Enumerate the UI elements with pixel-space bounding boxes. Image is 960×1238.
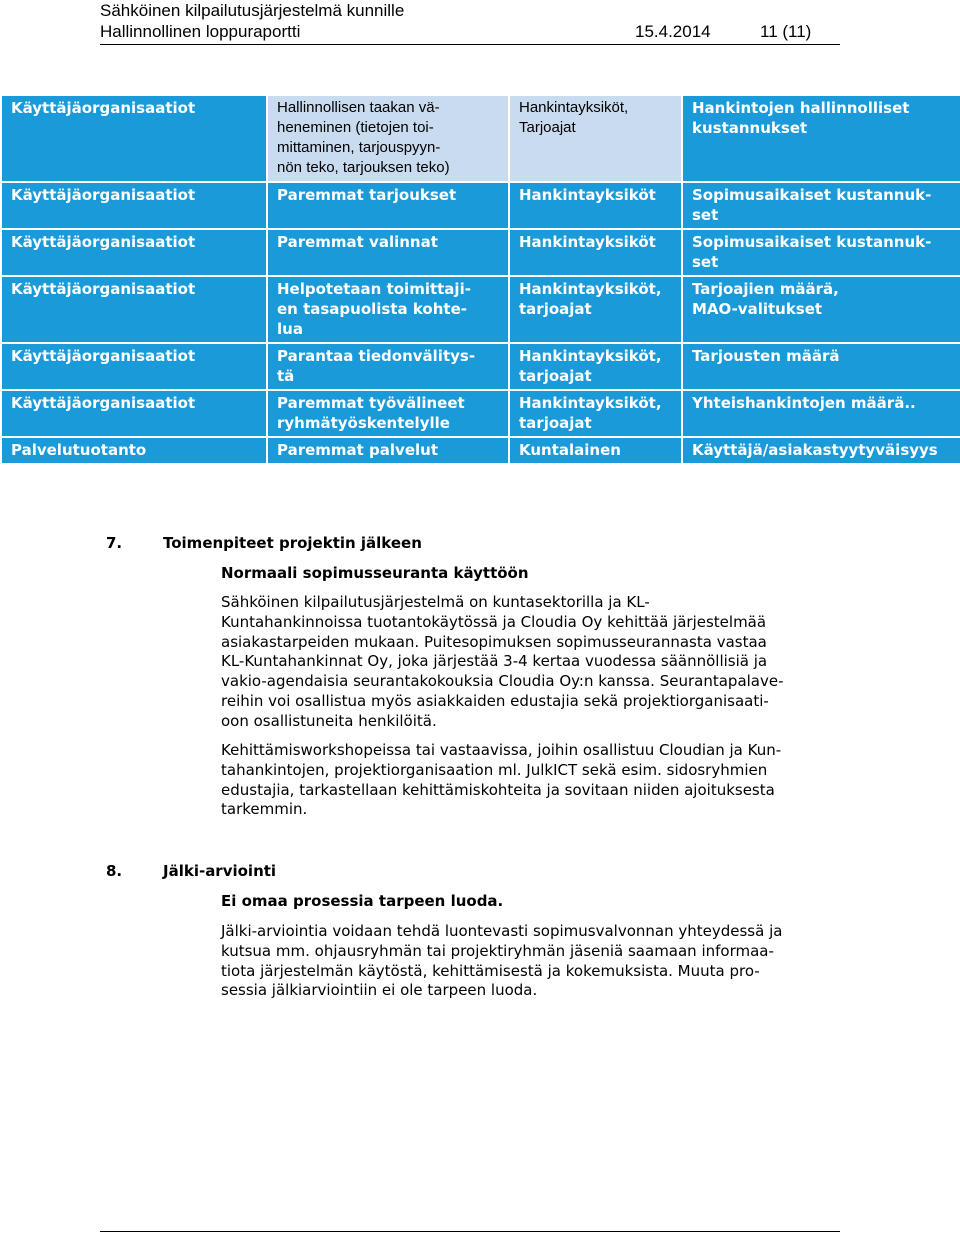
cell-line: Käyttäjä/asiakastyytyväisyys	[692, 441, 938, 459]
metric-cell	[682, 182, 960, 229]
beneficiary-cell	[509, 229, 682, 276]
metric-cell	[682, 437, 960, 464]
cell-line: Hallinnollisen taakan vä-	[277, 99, 440, 116]
organisation-cell: Käyttäjäorganisaatiot	[1, 95, 267, 182]
paragraph-line: KL-Kuntahankinnat Oy, joka järjestää 3-4 kertaa vuodessa säännöllisiä ja	[221, 652, 768, 671]
paragraph-line: Kehittämisworkshopeissa tai vastaavissa, joihin osallistuu Cloudian ja Kun-	[221, 741, 782, 759]
paragraph-line: tahankintojen, projektiorganisaation ml. JulkICT sekä esim. sidosryhmien	[221, 760, 768, 779]
organisation-cell: Käyttäjäorganisaatiot	[1, 343, 267, 390]
table-row	[1, 276, 960, 343]
cell-line: kustannukset	[692, 119, 808, 137]
cell-line: Paremmat tarjoukset	[277, 186, 457, 204]
cell-line: Hankintayksiköt	[519, 233, 656, 251]
cell-line: nön teko, tarjouksen teko)	[277, 159, 450, 176]
cell-line: tarjoajat	[519, 367, 592, 385]
header-page-number: 11 (11)	[760, 22, 812, 41]
benefit-cell	[267, 437, 509, 464]
beneficiary-cell	[509, 343, 682, 390]
cell-line: Tarjoajat	[519, 119, 576, 136]
paragraph-line: Kuntahankinnoissa tuotantokäytössä ja Cloudia Oy kehittää järjestelmää	[221, 612, 767, 631]
organisation-cell: Käyttäjäorganisaatiot	[1, 390, 267, 437]
metric-cell	[682, 343, 960, 390]
cell-line: Hankintayksiköt,	[519, 347, 662, 365]
paragraph-line: Jälki-arviointia voidaan tehdä luontevasti sopimusvalvonnan yhteydessä ja	[221, 922, 783, 940]
header-title: Sähköinen kilpailutusjärjestelmä kunnille	[100, 1, 405, 20]
paragraph-line: asiakastarpeiden mukaan. Puitesopimuksen sopimusseurannasta vastaa	[221, 632, 767, 651]
cell-line: ryhmätyöskentelylle	[277, 414, 450, 432]
cell-line: set	[692, 253, 719, 271]
metric-cell	[682, 390, 960, 437]
benefit-cell	[267, 182, 509, 229]
cell-line: Kuntalainen	[519, 441, 621, 459]
paragraph-line: tarkemmin.	[221, 800, 308, 819]
cell-line: Hankintayksiköt,	[519, 99, 629, 116]
paragraph-line: edustajia, tarkastellaan kehittämiskohteita ja sovitaan niiden ajoituksesta	[221, 780, 775, 799]
section-7-title: Toimenpiteet projektin jälkeen	[163, 534, 422, 552]
cell-line: lua	[277, 320, 303, 338]
paragraph-line: reihin voi osallistua myös asiakkaiden edustajia sekä projektiorganisaati-	[221, 691, 769, 710]
benefit-cell	[267, 95, 509, 182]
paragraph-line: Sähköinen kilpailutusjärjestelmä on kuntasektorilla ja KL-	[221, 593, 650, 611]
header-subtitle-row	[100, 21, 840, 42]
header-rule	[100, 44, 840, 45]
cell-line: tarjoajat	[519, 300, 592, 318]
metric-cell	[682, 95, 960, 182]
cell-line: Helpotetaan toimittaji-	[277, 280, 471, 298]
cell-line: set	[692, 206, 719, 224]
table-row	[1, 343, 960, 390]
section-8-title: Jälki-arviointi	[163, 862, 277, 880]
organisation-cell: Palvelutuotanto	[1, 437, 267, 464]
section-7-subtitle: Normaali sopimusseuranta käyttöön	[221, 564, 529, 582]
header-date: 15.4.2014	[635, 22, 711, 41]
benefit-cell	[267, 390, 509, 437]
beneficiary-cell	[509, 276, 682, 343]
cell-line: Paremmat työvälineet	[277, 394, 465, 412]
cell-line: heneminen (tietojen toi-	[277, 119, 434, 136]
organisation-cell: Käyttäjäorganisaatiot	[1, 182, 267, 229]
cell-line: mittaminen, tarjouspyyn-	[277, 139, 441, 156]
table-row	[1, 229, 960, 276]
cell-line: Paremmat valinnat	[277, 233, 438, 251]
organisation-cell: Käyttäjäorganisaatiot	[1, 229, 267, 276]
section-8-number: 8.	[106, 862, 123, 880]
cell-line: Paremmat palvelut	[277, 441, 439, 459]
cell-line: tä	[277, 367, 295, 385]
benefits-table-body	[1, 95, 960, 464]
table-row	[1, 182, 960, 229]
beneficiary-cell	[509, 390, 682, 437]
section-7-number: 7.	[106, 534, 123, 552]
cell-line: Hankintayksiköt	[519, 186, 656, 204]
cell-line: tarjoajat	[519, 414, 592, 432]
cell-line: Hankintayksiköt,	[519, 280, 662, 298]
cell-line: Sopimusaikaiset kustannuk-	[692, 233, 932, 251]
table-row	[1, 95, 960, 182]
section-7-paragraph-1	[221, 593, 846, 732]
cell-line: MAO-valitukset	[692, 300, 823, 318]
paragraph-line: oon osallistuneita henkilöitä.	[221, 711, 437, 730]
paragraph-line: sessia jälkiarviointiin ei ole tarpeen luoda.	[221, 981, 538, 1000]
table-row	[1, 390, 960, 437]
cell-line: Tarjousten määrä	[692, 347, 840, 365]
cell-line: Sopimusaikaiset kustannuk-	[692, 186, 932, 204]
section-8-subtitle: Ei omaa prosessia tarpeen luoda.	[221, 892, 504, 910]
metric-cell	[682, 276, 960, 343]
beneficiary-cell	[509, 182, 682, 229]
beneficiary-cell	[509, 95, 682, 182]
header-subtitle: Hallinnollinen loppuraportti	[100, 22, 301, 41]
benefit-cell	[267, 229, 509, 276]
paragraph-line: kutsua mm. ohjausryhmän tai projektiryhmän jäseniä saamaan informaa-	[221, 941, 774, 960]
benefit-cell	[267, 343, 509, 390]
table-row	[1, 437, 960, 464]
cell-line: Parantaa tiedonvälitys-	[277, 347, 476, 365]
beneficiary-cell	[509, 437, 682, 464]
cell-line: Yhteishankintojen määrä..	[692, 394, 916, 412]
page-header	[100, 0, 840, 42]
benefits-table	[0, 94, 960, 465]
paragraph-line: vakio-agendaisia seurantakokouksia Cloudia Oy:n kanssa. Seurantapalave-	[221, 672, 784, 691]
cell-line: Hankintayksiköt,	[519, 394, 662, 412]
benefit-cell	[267, 276, 509, 343]
paragraph-line: tiota järjestelmän käytöstä, kehittämisestä ja kokemuksista. Muuta pro-	[221, 961, 760, 980]
metric-cell	[682, 229, 960, 276]
cell-line: Hankintojen hallinnolliset	[692, 99, 910, 117]
organisation-cell: Käyttäjäorganisaatiot	[1, 276, 267, 343]
cell-line: en tasapuolista kohte-	[277, 300, 467, 318]
cell-line: Tarjoajien määrä,	[692, 280, 839, 298]
section-8-paragraph-1	[221, 922, 846, 1001]
section-7-paragraph-2	[221, 741, 846, 820]
footer-rule	[100, 1231, 840, 1232]
